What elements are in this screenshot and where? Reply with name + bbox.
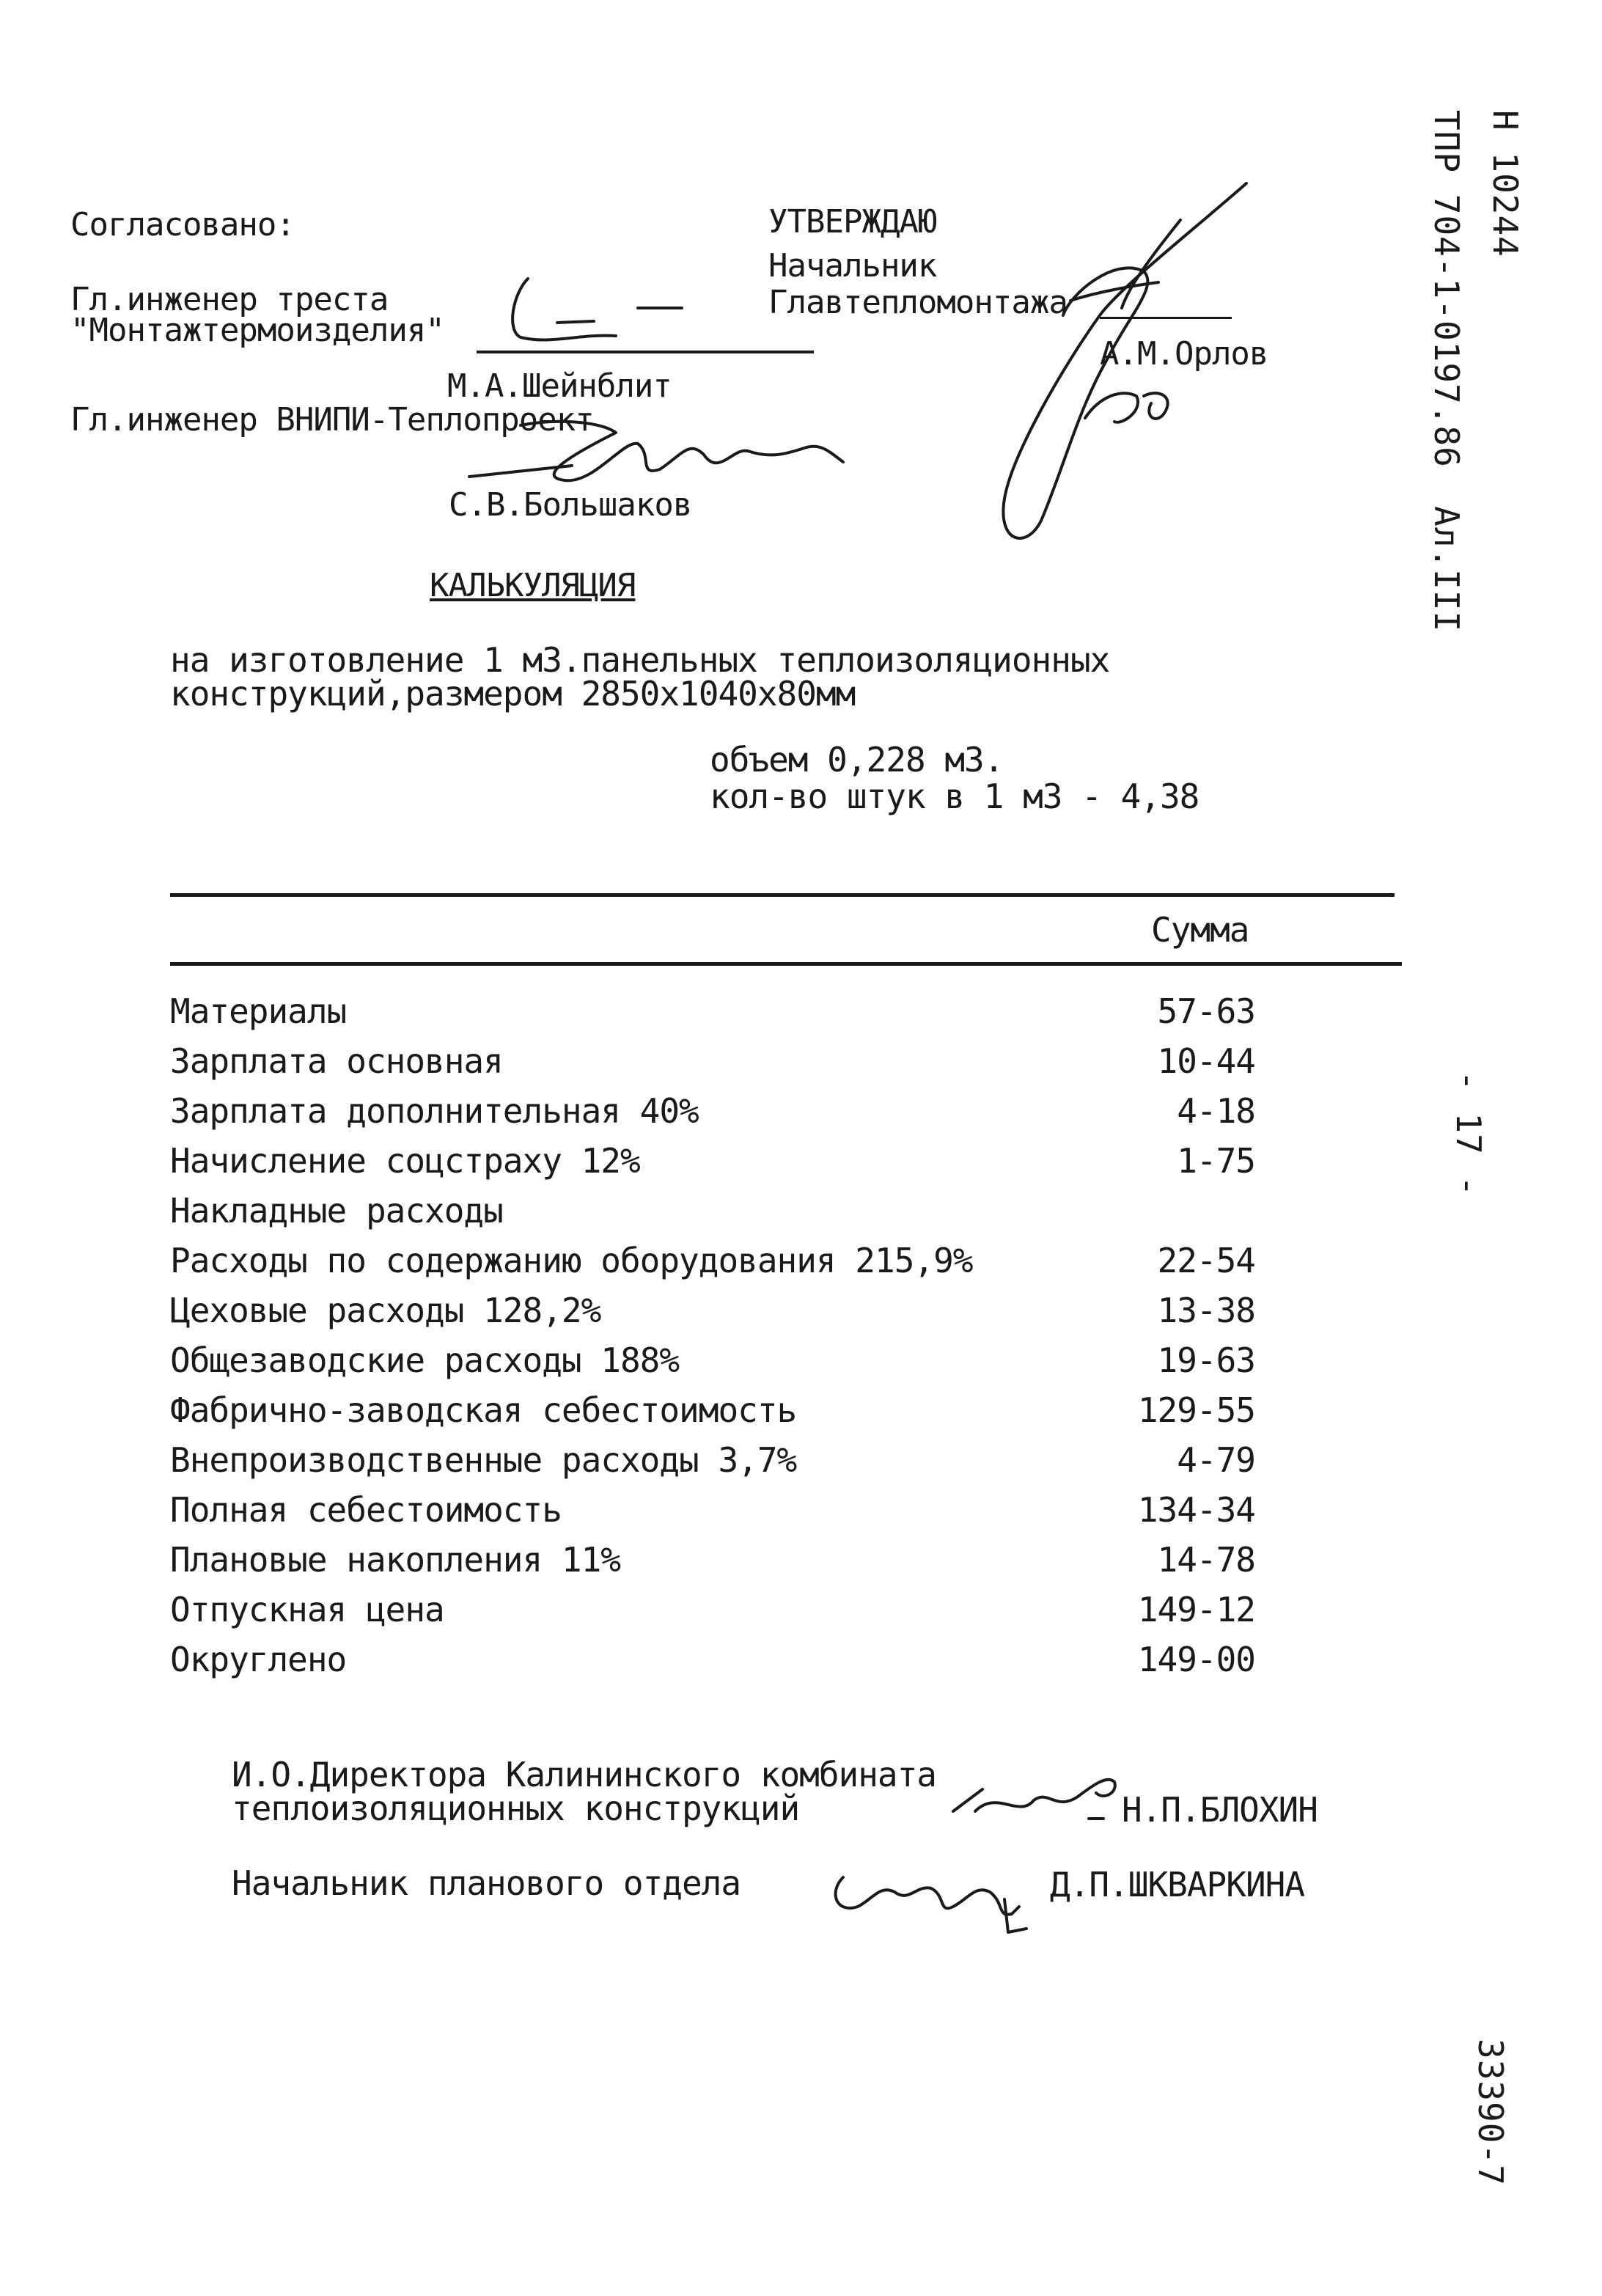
doc-code-line2: ТПР 704-1-0197.86	[1427, 110, 1466, 468]
document-subtitle-line1: на изготовление 1 м3.панельных теплоизоляционных	[170, 640, 1110, 680]
row-label: Полная себестоимость	[170, 1490, 562, 1530]
row-value: 22-54	[1157, 1241, 1255, 1280]
left-name1: М.А.Шейнблит	[447, 367, 672, 405]
archive-number: 33390-7	[1471, 2039, 1510, 2186]
table-row	[170, 1191, 1255, 1235]
left-role2: Гл.инженер ВНИПИ-Теплопроект	[70, 401, 594, 439]
left-role1-line1: Гл.инженер треста	[70, 281, 389, 318]
row-value: 149-12	[1137, 1590, 1255, 1629]
page-number: - 17 -	[1449, 1071, 1488, 1197]
table-row	[170, 1540, 1255, 1584]
row-label: Округлено	[170, 1640, 347, 1679]
row-label: Плановые накопления 11%	[170, 1540, 620, 1580]
table-row	[170, 1291, 1255, 1335]
row-label: Фабрично-заводская себестоимость	[170, 1390, 797, 1430]
table-column-header: Сумма	[1151, 910, 1249, 950]
row-value: 1-75	[1177, 1141, 1255, 1181]
approve-label: УТВЕРЖДАЮ	[768, 203, 937, 241]
agreed-label: Согласовано:	[70, 206, 295, 243]
right-name: А.М.Орлов	[1100, 335, 1268, 373]
table-row	[170, 1490, 1255, 1534]
signature-orlov	[953, 176, 1261, 557]
row-label: Зарплата дополнительная 40%	[170, 1091, 699, 1131]
table-row	[170, 1340, 1255, 1384]
signature-blokhin	[938, 1760, 1129, 1826]
document-quantity: кол-во штук в 1 м3 - 4,38	[710, 777, 1199, 816]
document-subtitle-line2: конструкций,размером 2850х1040х80мм	[170, 674, 856, 714]
row-label: Общезаводские расходы 188%	[170, 1340, 680, 1380]
row-value: 4-79	[1177, 1440, 1255, 1480]
doc-code-line1: Н 10244	[1485, 110, 1525, 257]
row-label: Внепроизводственные расходы 3,7%	[170, 1440, 797, 1480]
table-row	[170, 1590, 1255, 1634]
director-line1: И.О.Директора Калининского комбината	[232, 1755, 936, 1794]
table-row	[170, 1390, 1255, 1434]
row-value: 10-44	[1157, 1041, 1255, 1081]
row-label: Материалы	[170, 991, 347, 1031]
row-value: 14-78	[1157, 1540, 1255, 1580]
sheet-label: Ал.III	[1427, 506, 1466, 633]
left-name2: С.В.Большаков	[449, 486, 692, 524]
row-label: Цеховые расходы 128,2%	[170, 1291, 601, 1330]
left-role1-line2: "Монтажтермоизделия"	[70, 312, 444, 349]
table-row	[170, 1241, 1255, 1285]
row-value: 129-55	[1137, 1390, 1255, 1430]
row-label: Отпускная цена	[170, 1590, 444, 1629]
table-header-rule	[170, 962, 1402, 966]
table-row	[170, 1640, 1255, 1684]
signature-shkvarkina	[821, 1848, 1041, 1936]
document-title: КАЛЬКУЛЯЦИЯ	[430, 567, 636, 604]
right-role-line2: Главтепломонтажа	[768, 284, 1068, 321]
row-label: Накладные расходы	[170, 1191, 503, 1230]
row-value: 134-34	[1137, 1490, 1255, 1530]
row-value: 19-63	[1157, 1340, 1255, 1380]
table-top-rule	[170, 893, 1395, 897]
table-row	[170, 991, 1255, 1035]
row-label: Зарплата основная	[170, 1041, 503, 1081]
right-role-line1: Начальник	[768, 247, 937, 285]
table-row	[170, 1141, 1255, 1185]
row-value: 149-00	[1137, 1640, 1255, 1679]
row-value: 4-18	[1177, 1091, 1255, 1131]
planning-name: Д.П.ШКВАРКИНА	[1050, 1865, 1305, 1904]
row-value: 13-38	[1157, 1291, 1255, 1330]
row-label: Начисление соцстраху 12%	[170, 1141, 640, 1181]
table-row	[170, 1440, 1255, 1484]
document-volume: объем 0,228 м3.	[710, 740, 1004, 780]
table-row	[170, 1091, 1255, 1135]
director-name: Н.П.БЛОХИН	[1122, 1790, 1318, 1830]
director-line2: теплоизоляционных конструкций	[232, 1789, 800, 1828]
signature-sheinblit	[469, 264, 748, 352]
signature-bolshakov	[455, 411, 865, 491]
planning-role: Начальник планового отдела	[232, 1863, 741, 1903]
row-value: 57-63	[1157, 991, 1255, 1031]
row-label: Расходы по содержанию оборудования 215,9%	[170, 1241, 973, 1280]
table-row	[170, 1041, 1255, 1085]
